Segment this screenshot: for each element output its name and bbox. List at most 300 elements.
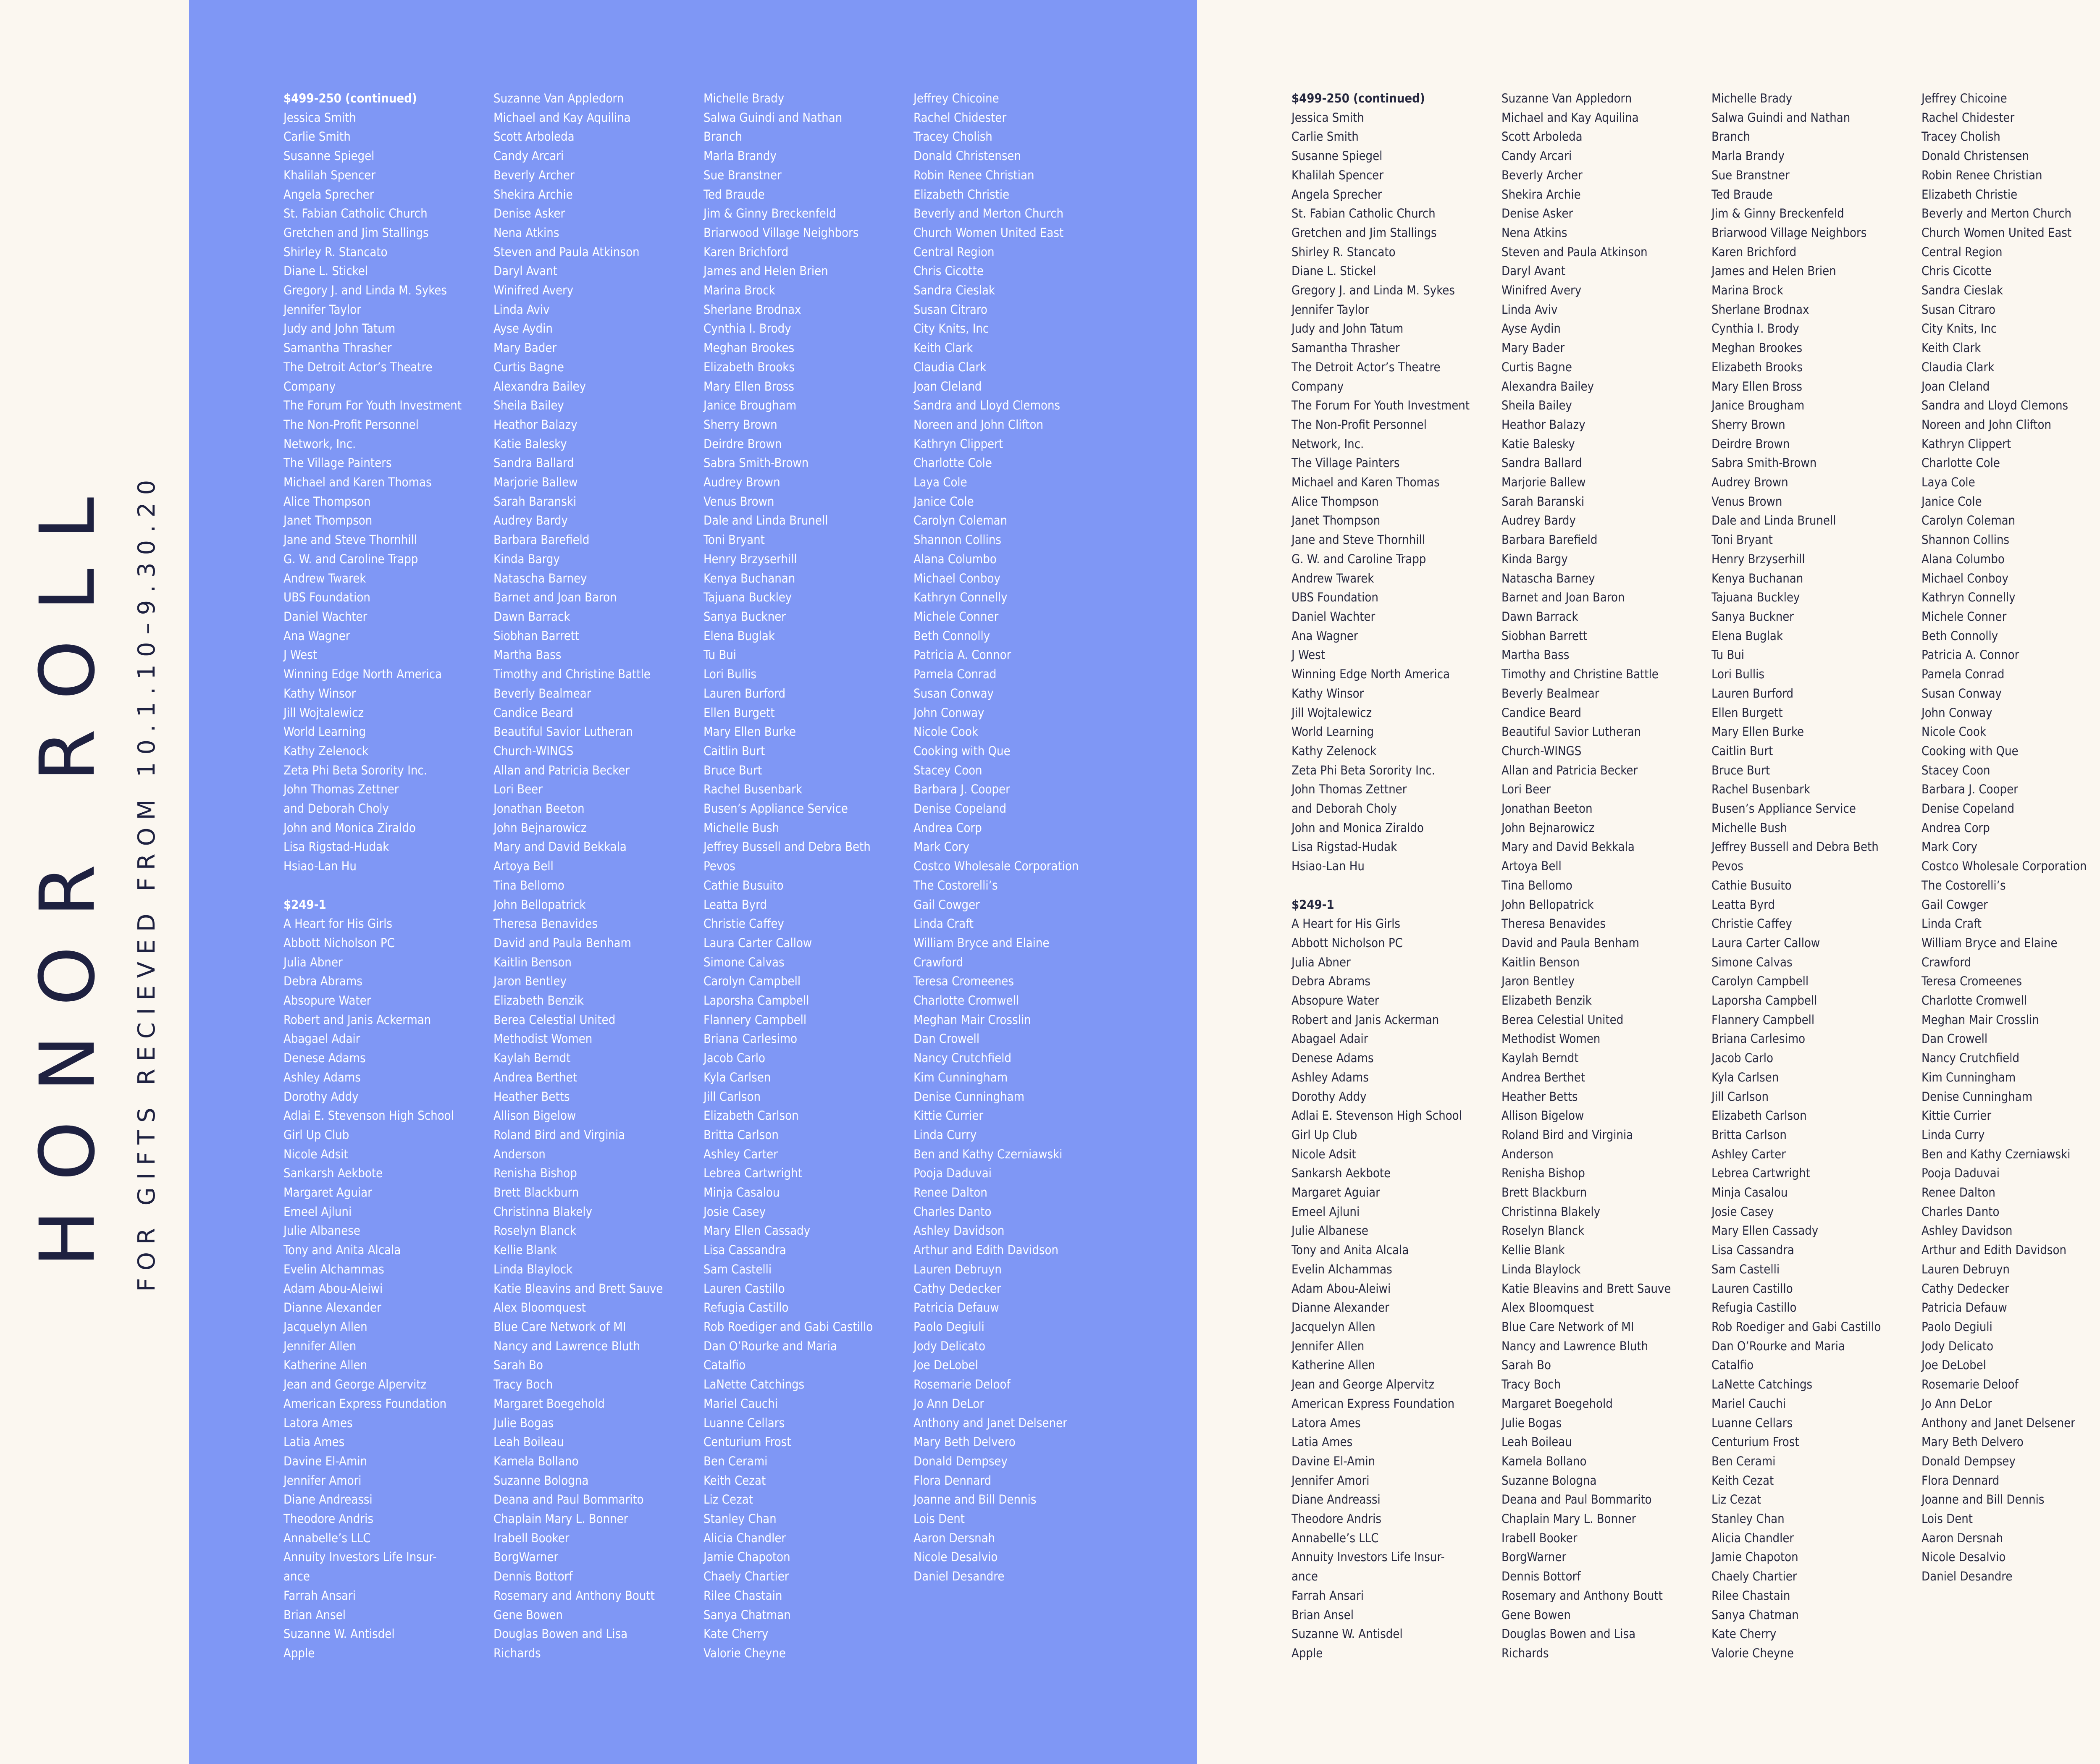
donor-name: Costco Wholesale Corporation <box>914 859 1079 874</box>
donor-name: Abbott Nicholson PC <box>1292 935 1403 950</box>
donor-name: Kittie Currier <box>914 1108 984 1123</box>
donor-name: Audrey Brown <box>704 475 780 490</box>
donor-name: Joan Cleland <box>1922 379 1990 394</box>
donor-name: Tracy Boch <box>1502 1377 1561 1392</box>
donor-name: Janet Thompson <box>1292 513 1381 528</box>
donor-name: Beth Connolly <box>914 628 990 643</box>
donor-name: Michele Conner <box>914 609 999 624</box>
donor-name: Robin Renee Christian <box>1922 168 2042 182</box>
donor-name: Michelle Bush <box>1712 820 1788 835</box>
donor-name: Steven and Paula Atkinson <box>494 244 640 259</box>
donor-name: Network, Inc. <box>284 436 356 451</box>
donor-name: Marjorie Ballew <box>494 475 578 490</box>
donor-name: Meghan Mair Crosslin <box>1922 1012 2039 1027</box>
donor-name: St. Fabian Catholic Church <box>1292 206 1436 221</box>
donor-name: Luanne Cellars <box>704 1415 785 1430</box>
donor-name: Sue Branstner <box>1712 168 1790 182</box>
donor-name: Joanne and Bill Dennis <box>914 1492 1037 1507</box>
donor-name: Kamela Bollano <box>1502 1454 1587 1468</box>
donor-name: Pevos <box>704 859 735 874</box>
donor-name: Allan and Patricia Becker <box>494 763 630 777</box>
donor-name: William Bryce and Elaine <box>914 935 1050 950</box>
donor-name: David and Paula Benham <box>494 935 631 950</box>
donor-name: Zeta Phi Beta Sorority Inc. <box>284 763 428 777</box>
donor-name: Shirley R. Stancato <box>1292 244 1396 259</box>
donor-name: Claudia Clark <box>1922 360 1995 374</box>
giving-level-heading: $499-250 (continued) <box>284 91 417 105</box>
donor-name: Adlai E. Stevenson High School <box>284 1108 454 1123</box>
donor-name: The Forum For Youth Investment <box>1292 398 1470 413</box>
donor-name: Andrew Twarek <box>284 571 366 585</box>
donor-name: Timothy and Christine Battle <box>1502 667 1659 682</box>
donor-name: Ashley Carter <box>704 1147 778 1161</box>
donor-name: The Costorelli’s <box>1922 878 2006 892</box>
donor-name: Marla Brandy <box>704 149 777 163</box>
donor-name: Salwa Guindi and Nathan <box>1712 110 1851 125</box>
donor-name: Marla Brandy <box>1712 149 1785 163</box>
donor-name: Lois Dent <box>914 1512 965 1526</box>
donor-name: Elizabeth Brooks <box>704 360 795 374</box>
donor-name: Siobhan Barrett <box>494 628 580 643</box>
donor-name: Sarah Bo <box>494 1358 543 1373</box>
donor-name: Laura Carter Callow <box>1712 935 1820 950</box>
donor-name: G. W. and Caroline Trapp <box>1292 551 1426 566</box>
donor-name: Lori Beer <box>494 782 543 797</box>
donor-name: Jill Carlson <box>1712 1089 1769 1104</box>
donor-name: Michael and Kay Aquilina <box>494 110 631 125</box>
donor-name: Absopure Water <box>284 993 371 1008</box>
donor-name: Michelle Bush <box>704 820 780 835</box>
donor-name: Sandra Ballard <box>1502 456 1582 470</box>
donor-name: Central Region <box>1922 244 2003 259</box>
donor-name: Paolo Degiuli <box>914 1320 984 1334</box>
donor-name: Natascha Barney <box>494 571 587 585</box>
donor-name: Berea Celestial United <box>1502 1012 1624 1027</box>
donor-name: Ellen Burgett <box>1712 705 1783 720</box>
donor-name: Kaylah Berndt <box>494 1051 571 1066</box>
donor-name: Tracy Boch <box>494 1377 553 1392</box>
donor-name: John and Monica Ziraldo <box>284 820 416 835</box>
donor-name: Ana Wagner <box>284 628 350 643</box>
donor-name: Christie Caffey <box>704 916 784 931</box>
donor-name: Elena Buglak <box>1712 628 1783 643</box>
donor-name: Suzanne Bologna <box>494 1473 589 1488</box>
donor-name: Michael and Karen Thomas <box>284 475 432 490</box>
donor-name: Beverly and Merton Church <box>1922 206 2072 221</box>
donor-name: Susan Citraro <box>914 302 987 317</box>
donor-name: Network, Inc. <box>1292 436 1364 451</box>
donor-name: Joan Cleland <box>914 379 982 394</box>
donor-name: Girl Up Club <box>1292 1127 1357 1142</box>
donor-name: Kathy Zelenock <box>284 743 369 758</box>
donor-name: Linda Blaylock <box>494 1262 573 1276</box>
donor-name: Gregory J. and Linda M. Sykes <box>284 283 447 298</box>
donor-name: Jessica Smith <box>284 110 356 125</box>
donor-name: Roland Bird and Virginia <box>494 1127 625 1142</box>
donor-name: Cynthia I. Brody <box>704 321 791 336</box>
donor-name: Diane L. Stickel <box>284 264 368 278</box>
donor-name: Alana Columbo <box>1922 551 2005 566</box>
vertical-title-block <box>24 467 160 1297</box>
donor-name: Barbara Barefield <box>1502 533 1598 547</box>
donor-name: Martha Bass <box>494 648 562 662</box>
donor-name: Denise Asker <box>494 206 565 221</box>
donor-name: Winifred Avery <box>494 283 574 298</box>
donor-name: Ted Braude <box>704 187 765 202</box>
donor-name: Roselyn Blanck <box>1502 1223 1585 1238</box>
donor-name: Barnet and Joan Baron <box>494 590 617 605</box>
right-donor-page <box>1197 0 2100 1764</box>
donor-name: Ayse Aydin <box>494 321 553 336</box>
donor-name: Paolo Degiuli <box>1922 1320 1992 1334</box>
donor-name: John Conway <box>1922 705 1992 720</box>
donor-name: Kittie Currier <box>1922 1108 1992 1123</box>
donor-name: Venus Brown <box>704 494 774 509</box>
donor-name: Emeel Ajluni <box>1292 1204 1360 1219</box>
donor-name: Rob Roediger and Gabi Castillo <box>1712 1320 1881 1334</box>
donor-name: Britta Carlson <box>704 1127 779 1142</box>
donor-name: Sherry Brown <box>1712 417 1785 432</box>
donor-name: The Forum For Youth Investment <box>284 398 462 413</box>
donor-name: Church-WINGS <box>1502 743 1582 758</box>
donor-name: Kellie Blank <box>1502 1243 1565 1257</box>
donor-name: Daniel Desandre <box>914 1569 1005 1584</box>
donor-name: Alice Thompson <box>284 494 371 509</box>
donor-name: Bruce Burt <box>704 763 762 777</box>
donor-name: Susan Conway <box>914 686 994 701</box>
donor-name: Keith Clark <box>1922 341 1981 355</box>
donor-name: Diane L. Stickel <box>1292 264 1376 278</box>
donor-name: LaNette Catchings <box>1712 1377 1813 1392</box>
donor-name: Barbara J. Cooper <box>1922 782 2018 797</box>
donor-name: Josie Casey <box>704 1204 766 1219</box>
donor-name: Pooja Daduvai <box>914 1166 992 1181</box>
donor-name: Samantha Thrasher <box>1292 341 1400 355</box>
donor-name: Jane and Steve Thornhill <box>1292 533 1425 547</box>
donor-name: Sandra Cieslak <box>1922 283 2003 298</box>
donor-name: Adam Abou-Aleiwi <box>1292 1281 1391 1296</box>
donor-name: Jo Ann DeLor <box>914 1396 984 1411</box>
page-title: HONOR ROLL <box>24 467 112 1267</box>
donor-name: Mary Ellen Bross <box>1712 379 1802 394</box>
donor-name: Mary Ellen Bross <box>704 379 794 394</box>
donor-name: and Deborah Choly <box>284 801 389 816</box>
donor-name: The Non-Profit Personnel <box>1292 417 1427 432</box>
donor-name: ance <box>284 1569 310 1584</box>
donor-name: Barbara J. Cooper <box>914 782 1010 797</box>
donor-name: Elizabeth Benzik <box>1502 993 1592 1008</box>
donor-name: Elizabeth Christie <box>1922 187 2018 202</box>
donor-name: Chaely Chartier <box>1712 1569 1797 1584</box>
donor-name: Carolyn Campbell <box>1712 974 1809 989</box>
donor-name: Aaron Dersnah <box>1922 1530 2003 1545</box>
donor-name: Robin Renee Christian <box>914 168 1034 182</box>
donor-name: Jill Carlson <box>704 1089 761 1104</box>
donor-name: Sue Branstner <box>704 168 782 182</box>
donor-name: Rosemary and Anthony Boutt <box>1502 1588 1663 1603</box>
donor-name: Rachel Chidester <box>1922 110 2015 125</box>
donor-name: Nena Atkins <box>1502 225 1567 240</box>
donor-name: A Heart for His Girls <box>1292 916 1400 931</box>
donor-name: Mary and David Bekkala <box>494 840 627 854</box>
donor-name: Linda Craft <box>914 916 974 931</box>
donor-name: Jessica Smith <box>1292 110 1364 125</box>
donor-name: Richards <box>494 1646 541 1660</box>
donor-name: Briana Carlesimo <box>1712 1032 1806 1046</box>
donor-name: Jody Delicato <box>914 1339 986 1353</box>
donor-name: Theodore Andris <box>1292 1512 1381 1526</box>
donor-name: Minja Casalou <box>704 1185 780 1200</box>
donor-name: Jacob Carlo <box>704 1051 765 1066</box>
donor-name: John Bellopatrick <box>1502 897 1594 912</box>
donor-name: Khalilah Spencer <box>1292 168 1384 182</box>
donor-name: Linda Curry <box>1922 1127 1985 1142</box>
donor-name: Douglas Bowen and Lisa <box>1502 1627 1636 1641</box>
donor-name: Robert and Janis Ackerman <box>284 1012 431 1027</box>
giving-level-heading: $249-1 <box>1292 897 1334 912</box>
donor-name: Artoya Bell <box>1502 859 1562 874</box>
donor-name: Artoya Bell <box>494 859 554 874</box>
donor-name: Annabelle’s LLC <box>1292 1530 1379 1545</box>
donor-name: Beautiful Savior Lutheran <box>494 724 633 739</box>
donor-name: David and Paula Benham <box>1502 935 1639 950</box>
donor-name: Suzanne Van Appledorn <box>494 91 624 105</box>
donor-name: Rachel Busenbark <box>704 782 802 797</box>
donor-name: Barbara Barefield <box>494 533 590 547</box>
donor-name: G. W. and Caroline Trapp <box>284 551 418 566</box>
donor-name: Kyla Carlsen <box>704 1070 771 1084</box>
donor-name: Mary Bader <box>1502 341 1565 355</box>
donor-name: Denise Cunningham <box>1922 1089 2033 1104</box>
donor-name: Brian Ansel <box>1292 1607 1354 1622</box>
donor-name: Katherine Allen <box>1292 1358 1376 1373</box>
donor-name: Caitlin Burt <box>704 743 765 758</box>
donor-name: Davine El-Amin <box>1292 1454 1376 1468</box>
donor-name: Salwa Guindi and Nathan <box>704 110 843 125</box>
donor-name: Shekira Archie <box>1502 187 1581 202</box>
donor-name: Heather Betts <box>494 1089 570 1104</box>
donor-name: Ben and Kathy Czerniawski <box>914 1147 1063 1161</box>
donor-name: Jamie Chapoton <box>704 1550 790 1564</box>
donor-name: Jeffrey Chicoine <box>914 91 999 105</box>
donor-name: Michael and Karen Thomas <box>1292 475 1440 490</box>
donor-name: Donald Christensen <box>1922 149 2029 163</box>
giving-level-heading: $499-250 (continued) <box>1292 91 1425 105</box>
donor-name: City Knits, Inc <box>914 321 989 336</box>
donor-name: Tracey Cholish <box>914 129 992 144</box>
donor-name: Kenya Buchanan <box>1712 571 1803 585</box>
donor-name: The Detroit Actor’s Theatre <box>1292 360 1441 374</box>
donor-name: Dan O’Rourke and Maria <box>704 1339 837 1353</box>
donor-name: Briana Carlesimo <box>704 1032 798 1046</box>
donor-name: Janet Thompson <box>284 513 373 528</box>
donor-name: Rilee Chastain <box>704 1588 782 1603</box>
donor-name: Michael Conboy <box>1922 571 2008 585</box>
donor-name: Tu Bui <box>704 648 737 662</box>
donor-name: Tony and Anita Alcala <box>1292 1243 1409 1257</box>
donor-name: Annuity Investors Life Insur- <box>1292 1550 1445 1564</box>
donor-name: Linda Curry <box>914 1127 977 1142</box>
donor-name: Audrey Bardy <box>1502 513 1576 528</box>
donor-name: Rachel Busenbark <box>1712 782 1810 797</box>
donor-name: Jeffrey Bussell and Debra Beth <box>704 840 871 854</box>
left-title-strip <box>0 0 189 1764</box>
donor-name: American Express Foundation <box>284 1396 447 1411</box>
donor-name: Apple <box>1292 1646 1323 1660</box>
donor-name: Kim Cunningham <box>914 1070 1008 1084</box>
donor-name: Nancy and Lawrence Bluth <box>1502 1339 1648 1353</box>
donor-name: Samantha Thrasher <box>284 341 392 355</box>
donor-name: Judy and John Tatum <box>284 321 396 336</box>
donor-name: Mark Cory <box>914 840 969 854</box>
donor-name: Beautiful Savior Lutheran <box>1502 724 1641 739</box>
donor-name: Katie Balesky <box>1502 436 1575 451</box>
donor-name: Deana and Paul Bommarito <box>494 1492 644 1507</box>
donor-name: Chris Cicotte <box>1922 264 1992 278</box>
donor-name: Dianne Alexander <box>1292 1300 1389 1315</box>
donor-name: BorgWarner <box>494 1550 559 1564</box>
donor-name: Theresa Benavides <box>494 916 598 931</box>
donor-name: Mary Ellen Cassady <box>704 1223 811 1238</box>
donor-name: Jennifer Amori <box>284 1473 362 1488</box>
donor-name: Lisa Cassandra <box>1712 1243 1794 1257</box>
donor-name: Catalfio <box>704 1358 746 1373</box>
donor-name: Renisha Bishop <box>494 1166 577 1181</box>
donor-name: Christie Caffey <box>1712 916 1792 931</box>
donor-name: The Non-Profit Personnel <box>284 417 419 432</box>
donor-name: A Heart for His Girls <box>284 916 392 931</box>
donor-name: Denese Adams <box>284 1051 366 1066</box>
donor-name: Angela Sprecher <box>1292 187 1382 202</box>
donor-name: Rosemarie Deloof <box>914 1377 1011 1392</box>
donor-name: John Thomas Zettner <box>1292 782 1407 797</box>
donor-name: Daniel Wachter <box>1292 609 1376 624</box>
donor-name: Briarwood Village Neighbors <box>1712 225 1867 240</box>
donor-name: American Express Foundation <box>1292 1396 1455 1411</box>
donor-name: John Bellopatrick <box>494 897 586 912</box>
donor-name: Leah Boileau <box>494 1435 564 1449</box>
donor-name: Lisa Rigstad-Hudak <box>284 840 389 854</box>
donor-name: Methodist Women <box>1502 1032 1601 1046</box>
donor-name: Karen Brichford <box>704 244 789 259</box>
donor-name: Alicia Chandler <box>1712 1530 1794 1545</box>
donor-name: Mark Cory <box>1922 840 1977 854</box>
donor-name: Lauren Burford <box>704 686 786 701</box>
donor-name: Flannery Campbell <box>704 1012 807 1027</box>
donor-name: Patricia A. Connor <box>1922 648 2019 662</box>
donor-name: Sherry Brown <box>704 417 777 432</box>
donor-name: Elena Buglak <box>704 628 775 643</box>
donor-name: Kaitlin Benson <box>1502 955 1580 969</box>
donor-name: UBS Foundation <box>284 590 370 605</box>
donor-name: Chaely Chartier <box>704 1569 789 1584</box>
donor-name: Charles Danto <box>914 1204 992 1219</box>
donor-name: Sabra Smith-Brown <box>704 456 809 470</box>
donor-name: Ashley Davidson <box>914 1223 1005 1238</box>
donor-name: Stacey Coon <box>914 763 982 777</box>
donor-name: Lauren Debruyn <box>1922 1262 2010 1276</box>
donor-name: Sankarsh Aekbote <box>284 1166 383 1181</box>
donor-name: Alexandra Bailey <box>1502 379 1594 394</box>
donor-name: Latora Ames <box>284 1415 353 1430</box>
donor-name: Latora Ames <box>1292 1415 1361 1430</box>
donor-name: Barnet and Joan Baron <box>1502 590 1625 605</box>
donor-name: Minja Casalou <box>1712 1185 1788 1200</box>
donor-name: Absopure Water <box>1292 993 1379 1008</box>
donor-name: Angela Sprecher <box>284 187 374 202</box>
donor-name: Kathy Zelenock <box>1292 743 1377 758</box>
donor-name: Andrew Twarek <box>1292 571 1374 585</box>
donor-name: Adam Abou-Aleiwi <box>284 1281 383 1296</box>
donor-name: Sandra and Lloyd Clemons <box>914 398 1060 413</box>
donor-name: UBS Foundation <box>1292 590 1378 605</box>
donor-name: Jaron Bentley <box>1502 974 1575 989</box>
donor-name: Kathryn Connelly <box>1922 590 2016 605</box>
donor-name: Latia Ames <box>284 1435 345 1449</box>
donor-name: Farrah Ansari <box>284 1588 356 1603</box>
donor-name: Sarah Baranski <box>1502 494 1585 509</box>
donor-column-1 <box>1292 89 1485 1663</box>
donor-name: Toni Bryant <box>1712 533 1773 547</box>
donor-name: Gene Bowen <box>494 1607 563 1622</box>
donor-name: Rob Roediger and Gabi Castillo <box>704 1320 873 1334</box>
donor-name: Britta Carlson <box>1712 1127 1787 1142</box>
donor-name: Pooja Daduvai <box>1922 1166 2000 1181</box>
donor-name: Scott Arboleda <box>494 129 575 144</box>
donor-name: Refugia Castillo <box>1712 1300 1797 1315</box>
donor-name: Janice Cole <box>914 494 974 509</box>
donor-name: Chaplain Mary L. Bonner <box>1502 1512 1636 1526</box>
donor-name: Nicole Desalvio <box>1922 1550 2006 1564</box>
donor-name: Kim Cunningham <box>1922 1070 2016 1084</box>
donor-name: Brett Blackburn <box>494 1185 579 1200</box>
donor-name: Douglas Bowen and Lisa <box>494 1627 628 1641</box>
donor-name: Tajuana Buckley <box>1712 590 1800 605</box>
donor-name: Kyla Carlsen <box>1712 1070 1779 1084</box>
donor-name: Sherlane Brodnax <box>704 302 801 317</box>
donor-name: Andrea Corp <box>1922 820 1990 835</box>
donor-name: Pamela Conrad <box>914 667 997 682</box>
donor-name: Jim & Ginny Breckenfeld <box>1712 206 1844 221</box>
donor-column-4 <box>1922 89 2100 1586</box>
donor-name: Ana Wagner <box>1292 628 1358 643</box>
donor-name: Ashley Carter <box>1712 1147 1786 1161</box>
donor-name: Beverly Archer <box>494 168 575 182</box>
donor-name: Sanya Buckner <box>704 609 786 624</box>
donor-name: Sarah Baranski <box>494 494 577 509</box>
donor-name: Meghan Brookes <box>704 341 795 355</box>
donor-name: Michael Conboy <box>914 571 1000 585</box>
donor-name: Dan O’Rourke and Maria <box>1712 1339 1845 1353</box>
donor-name: William Bryce and Elaine <box>1922 935 2058 950</box>
donor-name: Patricia Defauw <box>1922 1300 2007 1315</box>
donor-name: Debra Abrams <box>1292 974 1370 989</box>
donor-name: Sarah Bo <box>1502 1358 1551 1373</box>
donor-name: Alice Thompson <box>1292 494 1379 509</box>
donor-name: Arthur and Edith Davidson <box>1922 1243 2067 1257</box>
donor-name: Jane and Steve Thornhill <box>284 533 417 547</box>
donor-name: Carlie Smith <box>1292 129 1359 144</box>
donor-name: Dale and Linda Brunell <box>704 513 828 528</box>
donor-name: Kate Cherry <box>704 1627 769 1641</box>
donor-name: Heathor Balazy <box>1502 417 1586 432</box>
donor-name: J West <box>284 648 317 662</box>
donor-name: Blue Care Network of MI <box>1502 1320 1634 1334</box>
donor-name: Nicole Adsit <box>284 1147 348 1161</box>
donor-name: and Deborah Choly <box>1292 801 1397 816</box>
donor-name: The Village Painters <box>284 456 392 470</box>
donor-name: Jennifer Taylor <box>284 302 361 317</box>
